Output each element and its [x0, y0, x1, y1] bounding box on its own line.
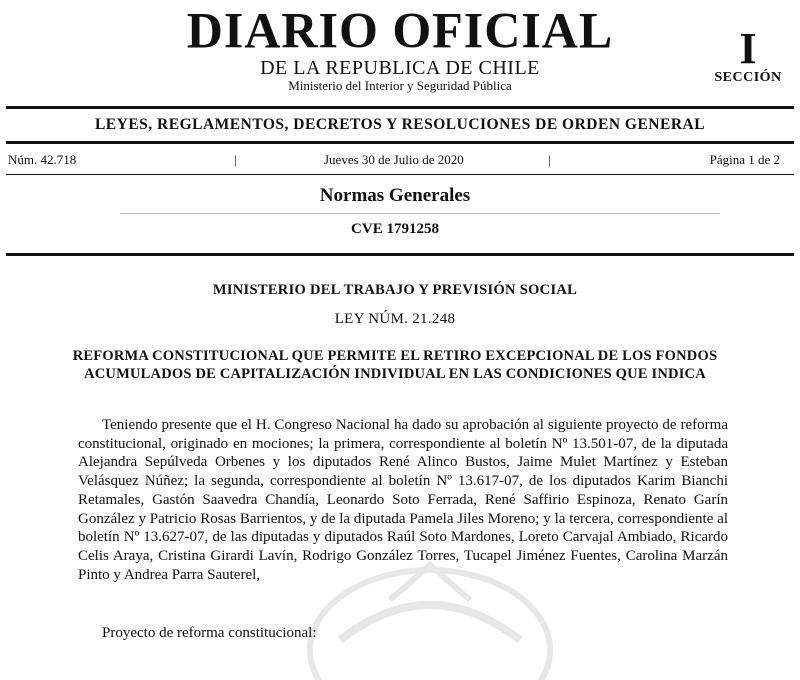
masthead	[0, 1, 800, 94]
header-rule-top	[6, 106, 794, 109]
content-banner: LEYES, REGLAMENTOS, DECRETOS Y RESOLUCIONES DE ORDEN GENERAL	[94, 116, 706, 133]
seal-watermark	[300, 560, 560, 680]
header-rule-bottom	[6, 141, 794, 144]
publisher-ministry: Ministerio del Interior y Seguridad Pública	[288, 78, 512, 93]
issue-info-row	[6, 152, 794, 168]
section-title: Normas Generales	[319, 185, 471, 206]
section-divider	[120, 213, 720, 214]
section-indicator	[708, 24, 788, 86]
section-label: SECCIÓN	[714, 70, 782, 85]
issue-date: Jueves 30 de Julio de 2020	[324, 152, 464, 167]
info-separator: |	[548, 152, 551, 167]
law-number: LEY NÚM. 21.248	[334, 311, 456, 327]
section-rule	[6, 253, 794, 256]
law-title: REFORMA CONSTITUCIONAL QUE PERMITE EL RETIRO EXCEPCIONAL DE LOS FONDOS ACUMULADOS DE CAPITALIZACIÓN INDIVIDUAL EN LAS CONDICIONES QUE INDICA	[72, 348, 718, 382]
page-indicator: Página 1 de 2	[709, 152, 780, 167]
body-paragraph: Teniendo presente que el H. Congreso Nacional ha dado su aprobación al siguiente proyecto de reforma constitucional, originado en mociones; la primera, correspondiente al boletín Nº 13.501-07, de la diputada Alejandra Sepúlveda Orbenes y los diputados René Alinco Bustos, Jaime Mulet Martínez y Esteban Velásquez Núñez; la segunda, correspondiente al boletín Nº 13.617-07, de los diputados Karim Bianchi Retamales, Gastón Saavedra Chandía, Leonardo Soto Ferrada, René Saffirio Espinoza, Renato Garín González y Patricio Rosas Barrientos, y de la diputada Pamela Jiles Moreno; y la tercera, correspondiente al boletín Nº 13.627-07, de las diputadas y diputados Raúl Soto Mardones, Loreto Carvajal Ambiado, Ricardo Celis Araya, Cristina Girardi Lavín, Rodrigo González Torres, Tucapel Jiménez Fuentes, Carolina Marzán Pinto y Andrea Parra Sauterel,	[78, 417, 728, 583]
info-rule	[6, 174, 794, 175]
issue-number: Núm. 42.718	[8, 152, 77, 167]
issuing-ministry: MINISTERIO DEL TRABAJO Y PREVISIÓN SOCIAL	[212, 282, 578, 298]
body-paragraph-heading: Proyecto de reforma constitucional:	[102, 625, 317, 641]
newspaper-title: DIARIO OFICIAL	[186, 1, 614, 59]
info-separator: |	[234, 152, 237, 167]
cve-code: CVE 1791258	[351, 221, 439, 237]
section-numeral: I	[739, 24, 757, 73]
newspaper-subtitle: DE LA REPUBLICA DE CHILE	[260, 57, 540, 79]
